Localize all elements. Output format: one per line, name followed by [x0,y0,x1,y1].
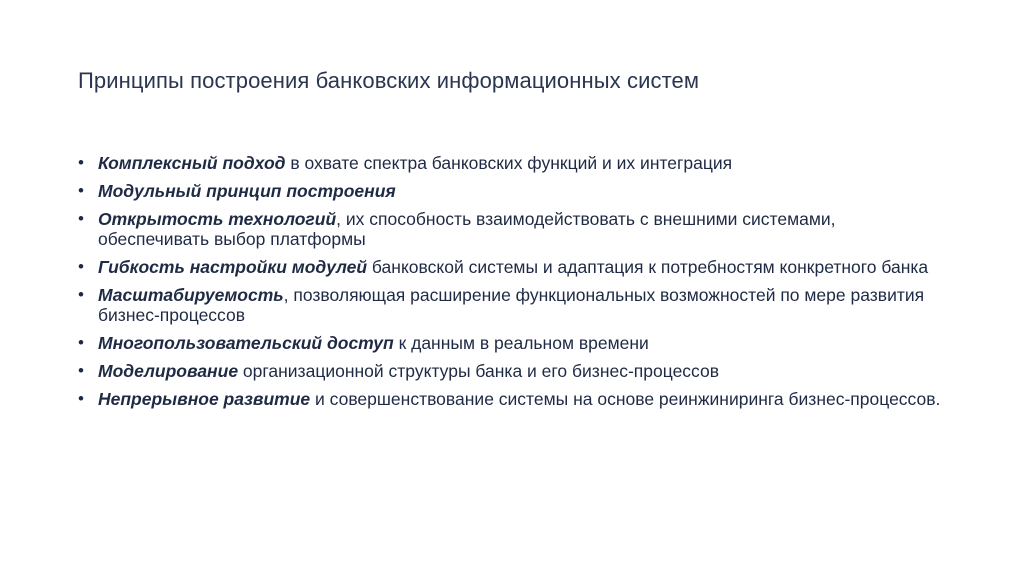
bullet-text: в охвате спектра банковских функций и их интеграция [285,153,733,173]
bullet-term: Непрерывное развитие [98,389,311,409]
bullet-term: Масштабируемость [98,285,284,305]
bullet-term: Комплексный подход [98,153,286,173]
bullet-icon: • [78,333,84,352]
bullet-item [78,209,948,249]
bullet-text: банковской системы и адаптация к потребностям конкретного банка [367,257,929,277]
bullet-item [78,181,948,201]
bullet-term: Гибкость настройки модулей [98,257,368,277]
bullet-icon: • [78,181,84,200]
bullet-item [78,361,948,381]
bullet-icon: • [78,153,84,172]
bullet-text: и совершенствование системы на основе реинжиниринга бизнес-процессов. [310,389,941,409]
bullet-icon: • [78,389,84,408]
bullet-icon: • [78,285,84,304]
bullet-text: к данным в реальном времени [393,333,649,353]
slide-title: Принципы построения банковских информационных систем [78,68,700,93]
bullet-icon: • [78,257,84,276]
bullet-item [78,389,948,409]
bullet-item [78,285,948,325]
bullet-term: Моделирование [98,361,239,381]
bullet-term: Открытость технологий [98,209,337,229]
bullet-item [78,257,948,277]
bullet-text: , их способность взаимодействовать с внешними системами, обеспечивать выбор платформы [98,209,836,249]
bullet-term: Модульный принцип построения [98,181,396,201]
bullet-text: , позволяющая расширение функциональных возможностей по мере развития бизнес-процессов [98,285,925,325]
bullet-term: Многопользовательский доступ [98,333,394,353]
bullet-item [78,333,948,353]
bullet-list [78,153,948,417]
bullet-item [78,153,948,173]
bullet-icon: • [78,361,84,380]
bullet-text: организационной структуры банка и его бизнес-процессов [238,361,720,381]
bullet-icon: • [78,209,84,228]
